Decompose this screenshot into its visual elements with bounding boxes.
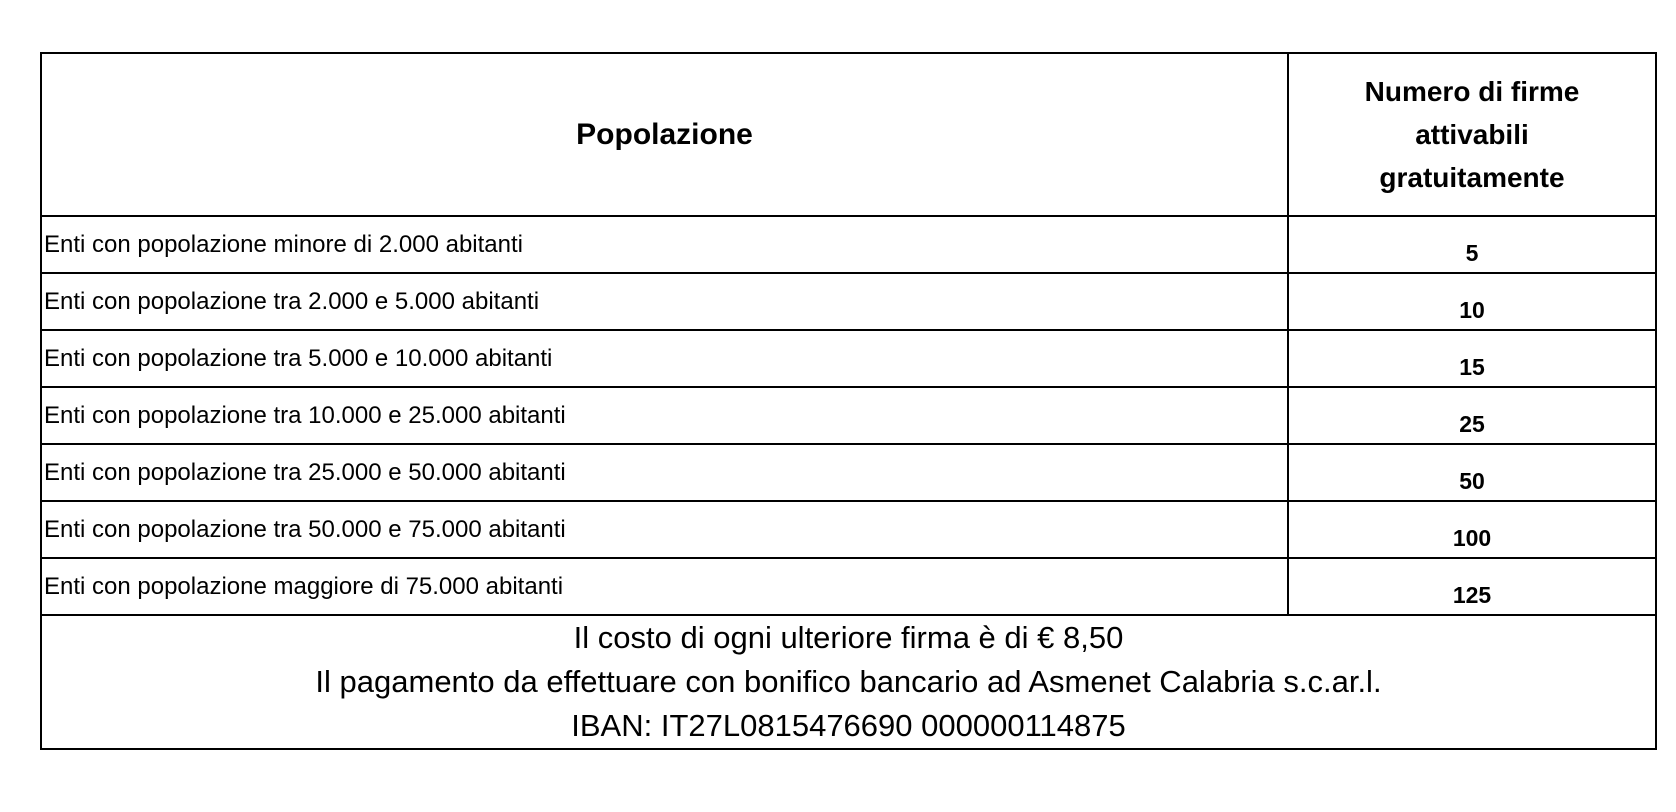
table-header-row (42, 54, 1655, 217)
row-signatures-value: 100 (1452, 525, 1492, 551)
header-signatures-line1: Numero di firme (1364, 76, 1580, 107)
table-footer (42, 616, 1655, 748)
footer-cost-text: Il costo di ogni ulteriore firma è di € 8,50 (573, 620, 1124, 655)
table-row (42, 559, 1655, 616)
row-population-label: Enti con popolazione tra 5.000 e 10.000 abitanti (44, 345, 553, 372)
header-signatures (1287, 54, 1655, 215)
row-signatures-value: 10 (1459, 297, 1485, 323)
row-population-label: Enti con popolazione tra 25.000 e 50.000 abitanti (44, 459, 566, 486)
row-population-label: Enti con popolazione tra 10.000 e 25.000 abitanti (44, 402, 566, 429)
row-population-cell (42, 445, 1287, 500)
table-row (42, 217, 1655, 274)
row-signatures-value: 125 (1452, 582, 1492, 608)
row-signatures-value: 15 (1459, 354, 1485, 380)
row-signatures-value: 5 (1465, 240, 1479, 266)
header-signatures-line3: gratuitamente (1379, 162, 1565, 193)
table-row (42, 274, 1655, 331)
table-row (42, 331, 1655, 388)
row-signatures-cell (1287, 217, 1655, 272)
row-signatures-cell (1287, 445, 1655, 500)
row-population-cell (42, 331, 1287, 386)
footer-payment-text: Il pagamento da effettuare con bonifico bancario ad Asmenet Calabria s.c.ar.l. (315, 664, 1382, 699)
row-population-cell (42, 217, 1287, 272)
row-population-cell (42, 274, 1287, 329)
header-population-label: Popolazione (576, 117, 753, 151)
row-signatures-cell (1287, 274, 1655, 329)
row-population-label: Enti con popolazione maggiore di 75.000 abitanti (44, 573, 564, 600)
header-population (42, 54, 1287, 215)
row-signatures-cell (1287, 502, 1655, 557)
row-signatures-cell (1287, 388, 1655, 443)
pricing-table (40, 52, 1657, 750)
row-population-cell (42, 388, 1287, 443)
row-population-label: Enti con popolazione minore di 2.000 abitanti (44, 231, 523, 258)
row-signatures-cell (1287, 331, 1655, 386)
row-population-label: Enti con popolazione tra 2.000 e 5.000 abitanti (44, 288, 540, 315)
row-population-label: Enti con popolazione tra 50.000 e 75.000 abitanti (44, 516, 566, 543)
row-population-cell (42, 559, 1287, 614)
header-signatures-line2: attivabili (1415, 119, 1529, 150)
table-row (42, 388, 1655, 445)
table-row (42, 445, 1655, 502)
table-row (42, 502, 1655, 559)
row-signatures-value: 50 (1459, 468, 1485, 494)
footer-iban-text: IBAN: IT27L0815476690 000000114875 (571, 708, 1126, 743)
row-signatures-value: 25 (1459, 411, 1485, 437)
row-population-cell (42, 502, 1287, 557)
row-signatures-cell (1287, 559, 1655, 614)
